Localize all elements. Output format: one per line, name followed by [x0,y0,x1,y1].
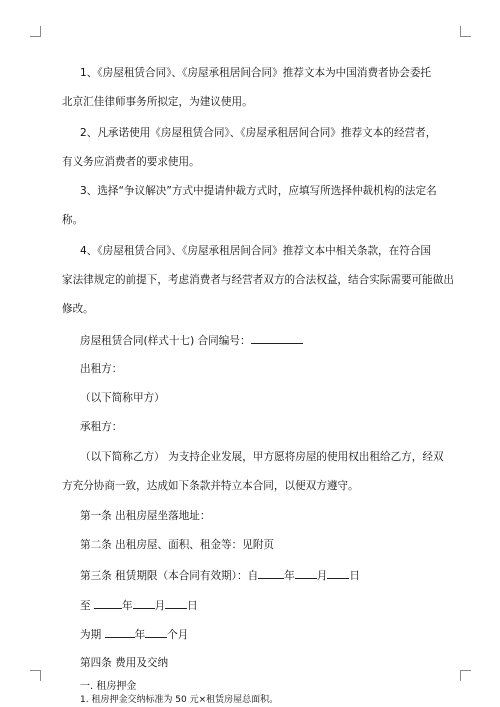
item-1: 1. 租房押金交纳标准为 50 元×租赁房屋总面积。 [80,695,279,705]
end-day-blank [165,597,187,609]
article-4: 第四条 费用及交纳 [80,657,169,669]
period-line [80,626,188,642]
note-4-line-3: 修改。 [62,303,94,315]
note-2-line-1: 2、凡承诺使用《房屋租赁合同》、《房屋承租居间合同》推荐文本的经营者， [80,127,437,139]
contract-title-line [80,332,303,348]
period-months-blank [145,626,167,638]
note-1-line-2: 北京汇佳律师事务所拟定，为建议使用。 [62,96,253,108]
start-month-unit: 月 [316,570,328,582]
note-1-line-1: 1、《房屋租赁合同》、《房屋承租居间合同》推荐文本为中国消费者协会委托 [80,67,432,79]
lessee-note-line-2: 方充分协商一致，达成如下条款并特立本合同，以便双方遵守。 [62,480,359,492]
end-date-line [80,597,198,613]
note-4-line-1: 4、《房屋租赁合同》、《房屋承租居间合同》推荐文本中相关条款，在符合国 [80,245,432,257]
end-year-unit: 年 [121,600,133,612]
end-day-unit: 日 [187,600,198,612]
end-year-blank [94,597,122,609]
lessor-label: 出租方： [80,363,123,375]
article-3-line [80,567,360,583]
start-year-unit: 年 [284,570,295,582]
period-years-blank [105,626,135,638]
period-month-unit: 个月 [167,629,189,641]
note-2-line-2: 有义务应消费者的要求使用。 [62,156,200,168]
note-3-line-2: 称。 [62,214,84,226]
end-month-unit: 月 [154,600,166,612]
contract-title: 房屋租赁合同(样式十七) 合同编号： [80,335,251,347]
start-month-blank [295,567,317,579]
period-label: 为期 [80,629,102,641]
start-year-blank [258,567,284,579]
lessee-note-line-1: （以下简称乙方） 为支持企业发展，甲方愿将房屋的使用权出租给乙方，经双 [80,451,444,463]
note-4-line-2: 家法律规定的前提下，考虑消费者与经营者双方的合法权益，结合实际需要可能做出 [62,274,454,286]
lessor-note: （以下简称甲方） [80,392,165,404]
note-3-line-1: 3、选择“争议解决”方式中提请仲裁方式时，应填写所选择仲裁机构的法定名 [80,185,437,197]
section-1: 一. 租房押金 [80,681,137,692]
contract-number-blank [251,332,303,344]
end-month-blank [133,597,155,609]
article-1: 第一条 出租房屋坐落地址： [80,510,211,522]
start-day-unit: 日 [349,570,360,582]
article-3-prefix: 第三条 租赁期限（本合同有效期）：自 [80,570,259,582]
lessee-label: 承租方： [80,421,123,433]
to-label: 至 [80,600,91,612]
start-day-blank [327,567,349,579]
period-year-unit: 年 [134,629,146,641]
article-2: 第二条 出租房屋、面积、租金等：见附页 [80,539,275,551]
